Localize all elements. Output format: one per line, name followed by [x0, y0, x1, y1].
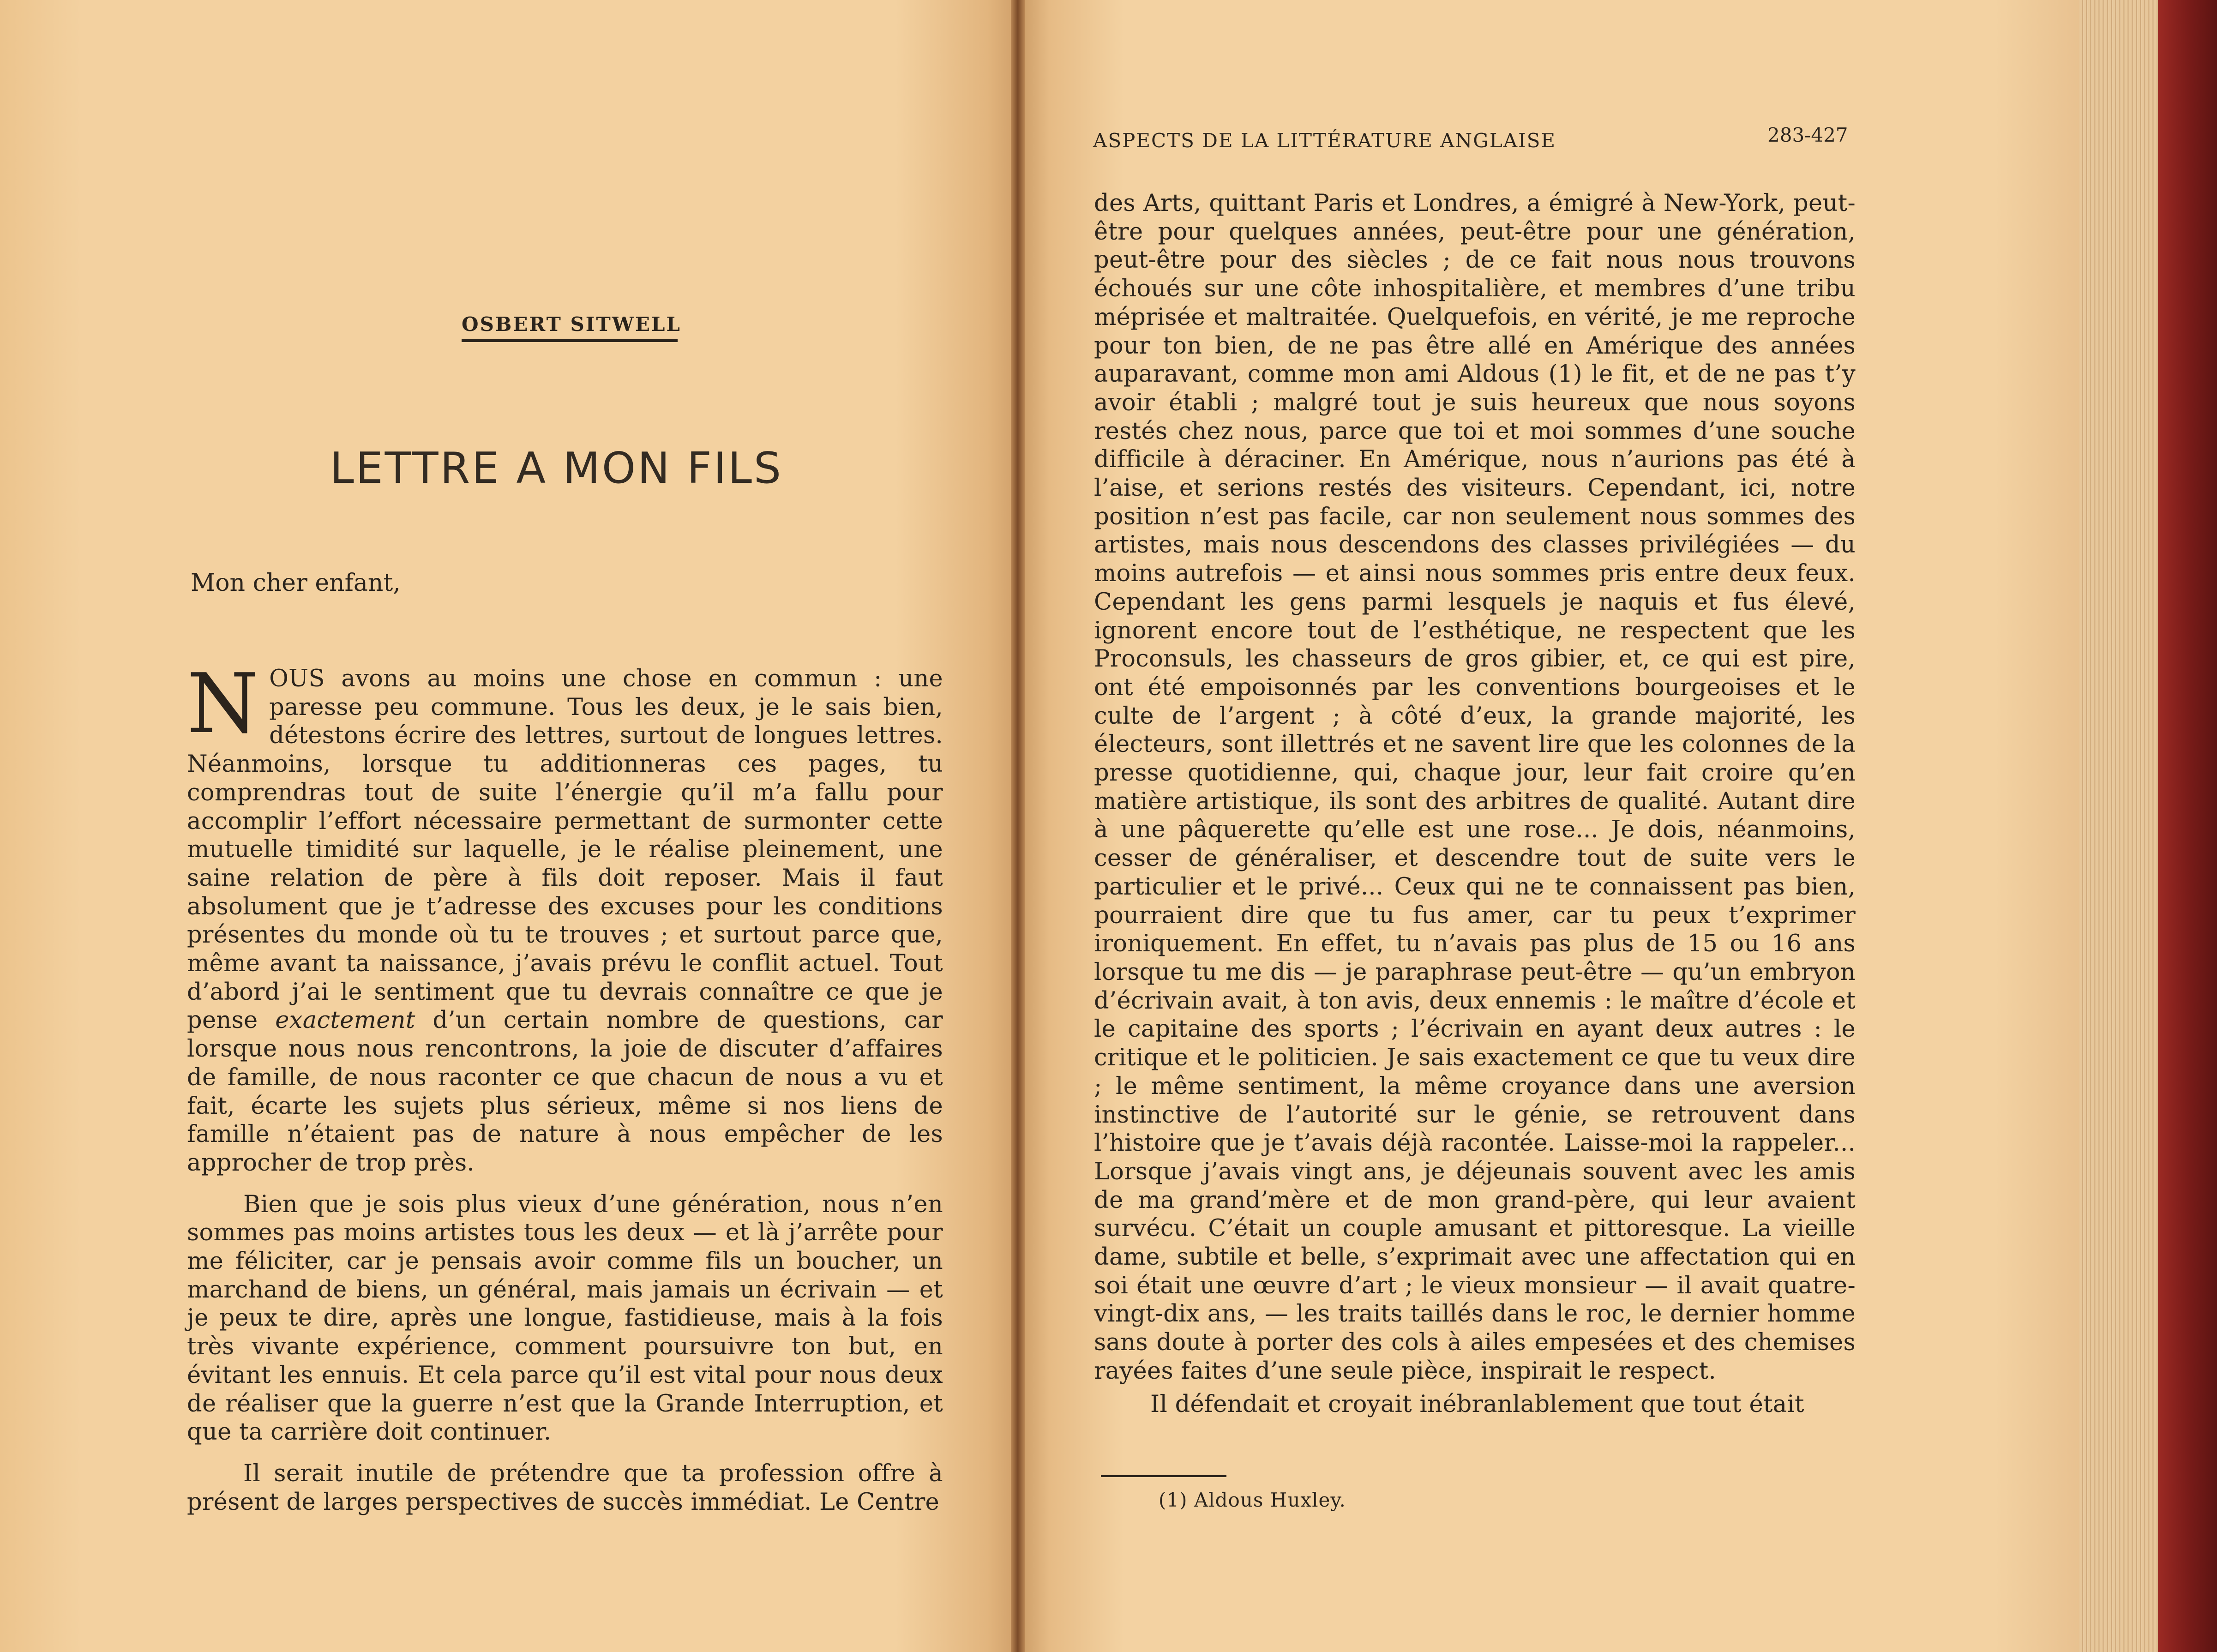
- author-underline: [462, 339, 678, 342]
- paragraph-1-text: OUS avons au moins une chose en commun : une paresse peu commune. Tous les deux, je le sais bien, détestons écrire des lettres, surtout de longues lettres. Néanmoins, lorsque tu additionneras ces pages, tu comprendras tout de suite l’énergie qu’il m’a fallu pour accomplir l’effort nécessaire permettant de surmonter cette mutuelle timidité sur laquelle, je le réalise pleinement, une saine relation de père à fils doit reposer. Mais il faut absolument que je t’adresse des excuses pour les conditions présentes du monde où tu te trouves ; et surtout parce que, même avant ta naissance, j’avais prévu le conflit actuel. Tout d’abord j’ai le sentiment que tu devrais connaître ce que je pense: [187, 665, 943, 1034]
- emphasis-text: exactement: [275, 1007, 415, 1034]
- drop-cap: N: [187, 656, 259, 751]
- book-cover-edge: [2158, 0, 2217, 1652]
- left-paragraph-1: [187, 656, 943, 1177]
- footnote-rule: [1101, 1475, 1226, 1477]
- book-gutter: [1011, 0, 1025, 1652]
- left-paragraph-3: Il serait inutile de prétendre que ta profession offre à présent de larges perspectives de succès immédiat. Le Centre: [187, 1460, 943, 1516]
- left-paragraph-2: Bien que je sois plus vieux d’une génération, nous n’en sommes pas moins artistes tous les deux — et là j’arrête pour me féliciter, car je pensais avoir comme fils un boucher, un marchand de biens, un général, mais jamais un écrivain — et je peux te dire, après une longue, fastidieuse, mais à la fois très vivante expérience, comment poursuivre ton but, en évitant les ennuis. Et cela parce qu’il est vital pour nous deux de réaliser que la guerre n’est que la Grande Interruption, et que ta carrière doit continuer.: [187, 1190, 943, 1446]
- page-edges: [2079, 0, 2158, 1652]
- right-body-text: [1094, 189, 1856, 1418]
- left-body-text: [187, 656, 943, 1516]
- right-paragraph-2: Il défendait et croyait inébranlablement que tout était: [1150, 1390, 1804, 1418]
- footnote: (1) Aldous Huxley.: [1159, 1489, 1346, 1511]
- page-number: 283-427: [1767, 124, 1848, 146]
- right-paragraph-1: des Arts, quittant Paris et Londres, a émigré à New-York, peut-être pour quelques années, peut-être pour une génération, peut-être pour des siècles ; de ce fait nous nous trouvons échoués sur une côte inhospitalière, et membres d’une tribu méprisée et maltraitée. Quelquefois, en vérité, je me reproche pour ton bien, de ne pas être allé en Amérique des années auparavant, comme mon ami Aldous (1) le fit, et de ne pas t’y avoir établi ; malgré tout je suis heureux que nous soyons restés chez nous, parce que toi et moi sommes d’une souche difficile à déraciner. En Amérique, nous n’aurions pas été à l’aise, et serions restés des visiteurs. Cependant, ici, notre position n’est pas facile, car non seulement nous sommes des artistes, mais nous descendons des classes privilégiées — du moins autrefois — et ainsi nous sommes pris entre deux feux. Cependant les gens parmi lesquels je naquis et fus élevé, ignorent encore tout de l’esthétique, ne respectent que les Proconsuls, les chasseurs de gros gibier, et, ce qui est pire, ont été empoisonnés par les conventions bourgeoises et le culte de l’argent ; à côté d’eux, la grande majorité, les électeurs, sont illettrés et ne savent lire que les colonnes de la presse quotidienne, qui, chaque jour, leur fait croire qu’en matière artistique, ils sont des arbitres de qualité. Autant dire à une pâquerette qu’elle est une rose... Je dois, néanmoins, cesser de généraliser, et descendre tout de suite vers le particulier et le privé... Ceux qui ne te connaissent pas bien, pourraient dire que tu fus amer, car tu peux t’exprimer ironiquement. En effet, tu n’avais pas plus de 15 ou 16 ans lorsque tu me dis — je paraphrase peut-être — qu’un embryon d’écrivain avait, à ton avis, deux ennemis : le maître d’école et le capitaine des sports ; l’écrivain en ayant deux autres : le critique et le politicien. Je sais exactement ce que tu veux dire ; le même sentiment, la même croyance dans une aversion instinctive de l’autorité sur le génie, se retrouvent dans l’histoire que je t’avais déjà racontée. Laisse-moi la rappeler... Lorsque j’avais vingt ans, je déjeunais souvent avec les amis de ma grand’mère et de mon grand-père, qui leur avaient survécu. C’était un couple amusant et pittoresque. La vieille dame, subtile et belle, s’exprimait avec une affectation qui en soi était une œuvre d’art ; le vieux monsieur — il avait quatre-vingt-dix ans, — les traits taillés dans le roc, le dernier homme sans doute à porter des cols à ailes empesées et des chemises rayées faites d’une seule pièce, inspirait le respect.: [1094, 190, 1856, 1385]
- author-name: OSBERT SITWELL: [462, 313, 681, 336]
- running-head: ASPECTS DE LA LITTÉRATURE ANGLAISE: [1093, 129, 1556, 152]
- paragraph-1-end: d’un certain nombre de questions, car lorsque nous nous rencontrons, la joie de discuter d’affaires de famille, de nous raconter ce que chacun de nous a vu et fait, écarte les sujets plus sérieux, même si nos liens de famille n’étaient pas de nature à nous empêcher de les approcher de trop près.: [187, 1007, 943, 1177]
- letter-title: LETTRE A MON FILS: [330, 443, 783, 493]
- salutation: Mon cher enfant,: [191, 569, 401, 597]
